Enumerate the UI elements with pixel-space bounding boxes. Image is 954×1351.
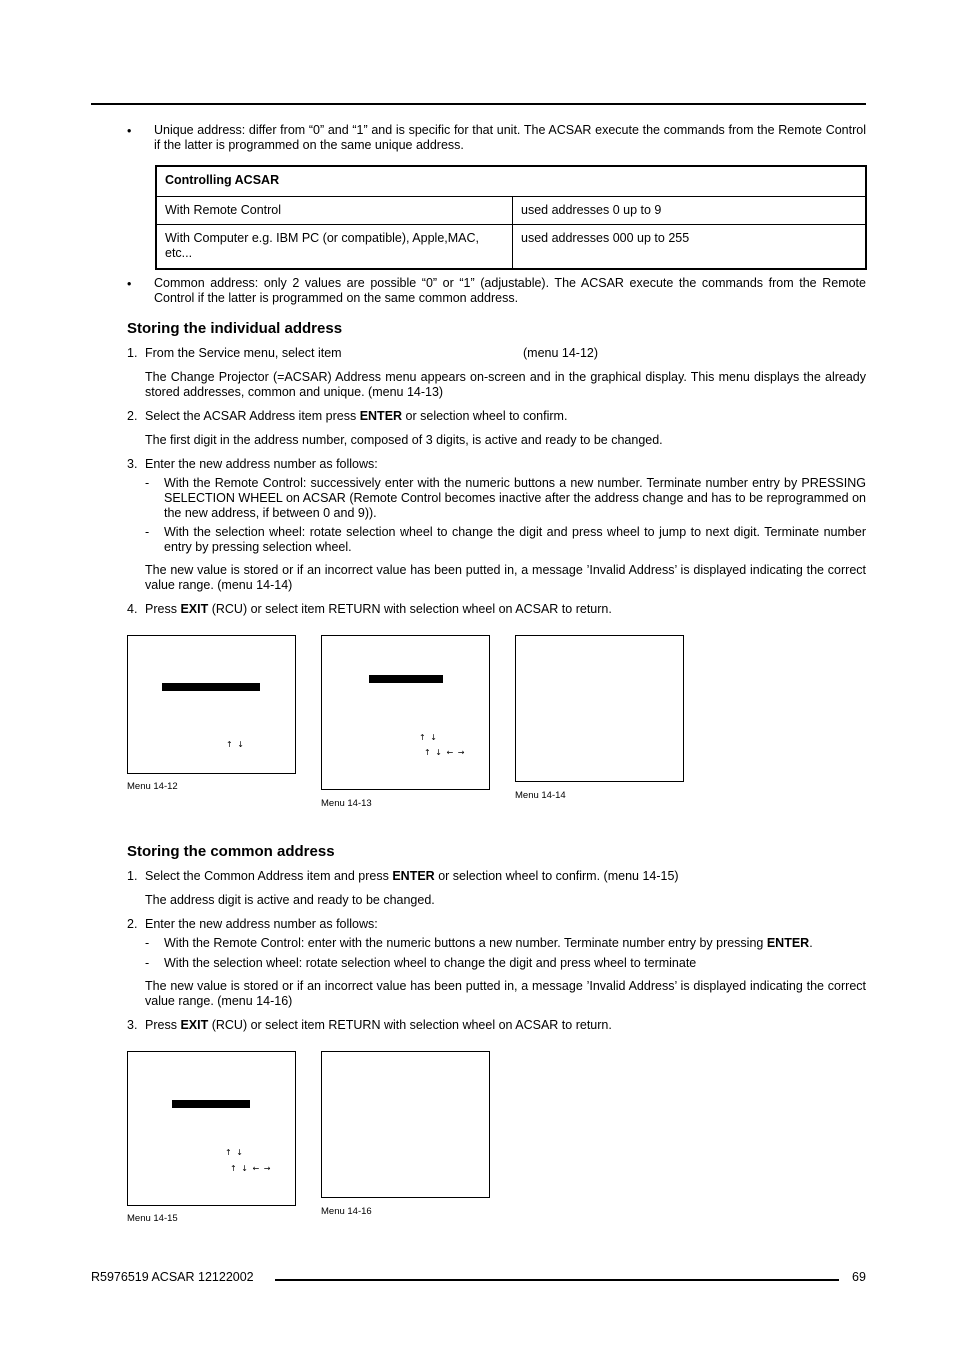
menu-14-13-figure	[321, 635, 490, 790]
step-description: The new value is stored or if an incorrect value has been putted in, a message ’Invalid Address’ is displayed indicating the correct value range. (menu 14-14)	[145, 563, 866, 592]
table-cell: used addresses 0 up to 9	[513, 197, 867, 225]
step-number: 1.	[127, 346, 138, 360]
step-description: The Change Projector (=ACSAR) Address menu appears on-screen and in the graphical display. This menu displays the already stored addresses, common and unique. (menu 14-13)	[145, 370, 866, 399]
arrow-keys-icon: ↑ ↓	[225, 1148, 244, 1157]
menu-14-14-figure	[515, 635, 684, 782]
step-text-part: (RCU) or select item RETURN with selection wheel on ACSAR to return.	[208, 1018, 612, 1032]
step-description: The first digit in the address number, composed of 3 digits, is active and ready to be changed.	[145, 433, 663, 447]
common-address-text: Common address: only 2 values are possible “0” or “1” (adjustable). The ACSAR execute the commands from the Remote Control if the latter is programmed on the same common address.	[154, 276, 866, 305]
sub-item: With the selection wheel: rotate selection wheel to change the digit and press wheel to terminate	[164, 956, 697, 970]
dash-symbol: -	[145, 936, 150, 950]
top-rule	[91, 103, 866, 105]
dash-symbol: -	[145, 956, 150, 970]
sub-item	[164, 936, 866, 951]
step-text-part: Select the Common Address item and press	[145, 869, 393, 883]
dash-symbol: -	[145, 525, 150, 539]
menu-caption: Menu 14-13	[321, 798, 372, 809]
bullet-symbol: •	[127, 277, 132, 291]
table-cell: used addresses 000 up to 255	[513, 225, 867, 270]
menu-caption: Menu 14-12	[127, 781, 178, 792]
step-text	[145, 346, 866, 361]
key-name: EXIT	[180, 602, 209, 616]
dash-symbol: -	[145, 476, 150, 490]
step-text	[145, 1018, 866, 1033]
menu-title-bar	[162, 683, 260, 691]
key-name: ENTER	[766, 936, 810, 950]
step-description: The address digit is active and ready to be changed.	[145, 893, 435, 907]
step-text	[145, 409, 866, 424]
footer-rule	[275, 1279, 839, 1281]
key-name: EXIT	[180, 1018, 209, 1032]
bullet-symbol: •	[127, 124, 132, 138]
menu-title-bar	[369, 675, 443, 683]
sub-item: With the selection wheel: rotate selection wheel to change the digit and press wheel to jump to next digit. Terminate number entry by pressing selection wheel.	[164, 525, 866, 554]
table-header: Controlling ACSAR	[156, 166, 866, 197]
step-text	[145, 602, 866, 617]
key-name: ENTER	[359, 409, 403, 423]
table-cell: With Remote Control	[156, 197, 513, 225]
step-text-part: (RCU) or select item RETURN with selection wheel on ACSAR to return.	[208, 602, 612, 616]
step-number: 4.	[127, 602, 138, 616]
arrow-keys-icon: ↑ ↓	[226, 740, 245, 749]
step-number: 2.	[127, 409, 138, 423]
arrow-keys-icon: ↑ ↓	[419, 733, 438, 742]
step-text-part: Select the ACSAR Address item press	[145, 409, 360, 423]
section-title-individual: Storing the individual address	[127, 320, 343, 337]
unique-address-text: Unique address: differ from “0” and “1” and is specific for that unit. The ACSAR execute the commands from the Remote Control if the latter is programmed on the same unique address.	[154, 123, 866, 152]
section-title-common: Storing the common address	[127, 843, 335, 860]
menu-title-bar	[172, 1100, 250, 1108]
menu-14-15-figure	[127, 1051, 296, 1206]
table-row	[156, 225, 866, 270]
step-text-part: or selection wheel to confirm. (menu 14-15)	[434, 869, 679, 883]
footer-doc-id: R5976519 ACSAR 12122002	[91, 1270, 254, 1284]
arrow-keys-icon: ↑ ↓ ← →	[424, 748, 466, 757]
arrow-keys-icon: ↑ ↓ ← →	[230, 1164, 272, 1173]
step-text-part: or selection wheel to confirm.	[402, 409, 568, 423]
step-text: Enter the new address number as follows:	[145, 457, 378, 471]
step-number: 2.	[127, 917, 138, 931]
menu-caption: Menu 14-15	[127, 1213, 178, 1224]
sub-item-part: .	[809, 936, 813, 950]
step-text-part: Press	[145, 1018, 181, 1032]
menu-caption: Menu 14-14	[515, 790, 566, 801]
step-text: Enter the new address number as follows:	[145, 917, 378, 931]
menu-caption: Menu 14-16	[321, 1206, 372, 1217]
page-number: 69	[852, 1270, 866, 1284]
sub-item-part: With the Remote Control: enter with the numeric buttons a new number. Terminate number entry by pressing	[164, 936, 767, 950]
menu-14-16-figure	[321, 1051, 490, 1198]
step-text	[145, 869, 866, 884]
step-1-text: From the Service menu, select item	[145, 346, 342, 360]
step-description: The new value is stored or if an incorrect value has been putted in, a message ’Invalid Address’ is displayed indicating the correct value range. (menu 14-16)	[145, 979, 866, 1008]
menu-ref: (menu 14-12)	[523, 346, 599, 360]
sub-item: With the Remote Control: successively enter with the numeric buttons a new number. Terminate number entry by PRESSING SELECTION WHEEL on ACSAR (Remote Control becomes inactive after the address change and has to be reprogrammed on the new address, if between 0 and 9)).	[164, 476, 866, 520]
table-row	[156, 197, 866, 225]
step-number: 3.	[127, 1018, 138, 1032]
table-cell: With Computer e.g. IBM PC (or compatible), Apple,MAC, etc...	[156, 225, 513, 270]
controlling-acsar-table	[155, 165, 867, 270]
menu-14-12-figure	[127, 635, 296, 774]
key-name: ENTER	[392, 869, 435, 883]
step-text-part: Press	[145, 602, 181, 616]
step-number: 3.	[127, 457, 138, 471]
step-number: 1.	[127, 869, 138, 883]
